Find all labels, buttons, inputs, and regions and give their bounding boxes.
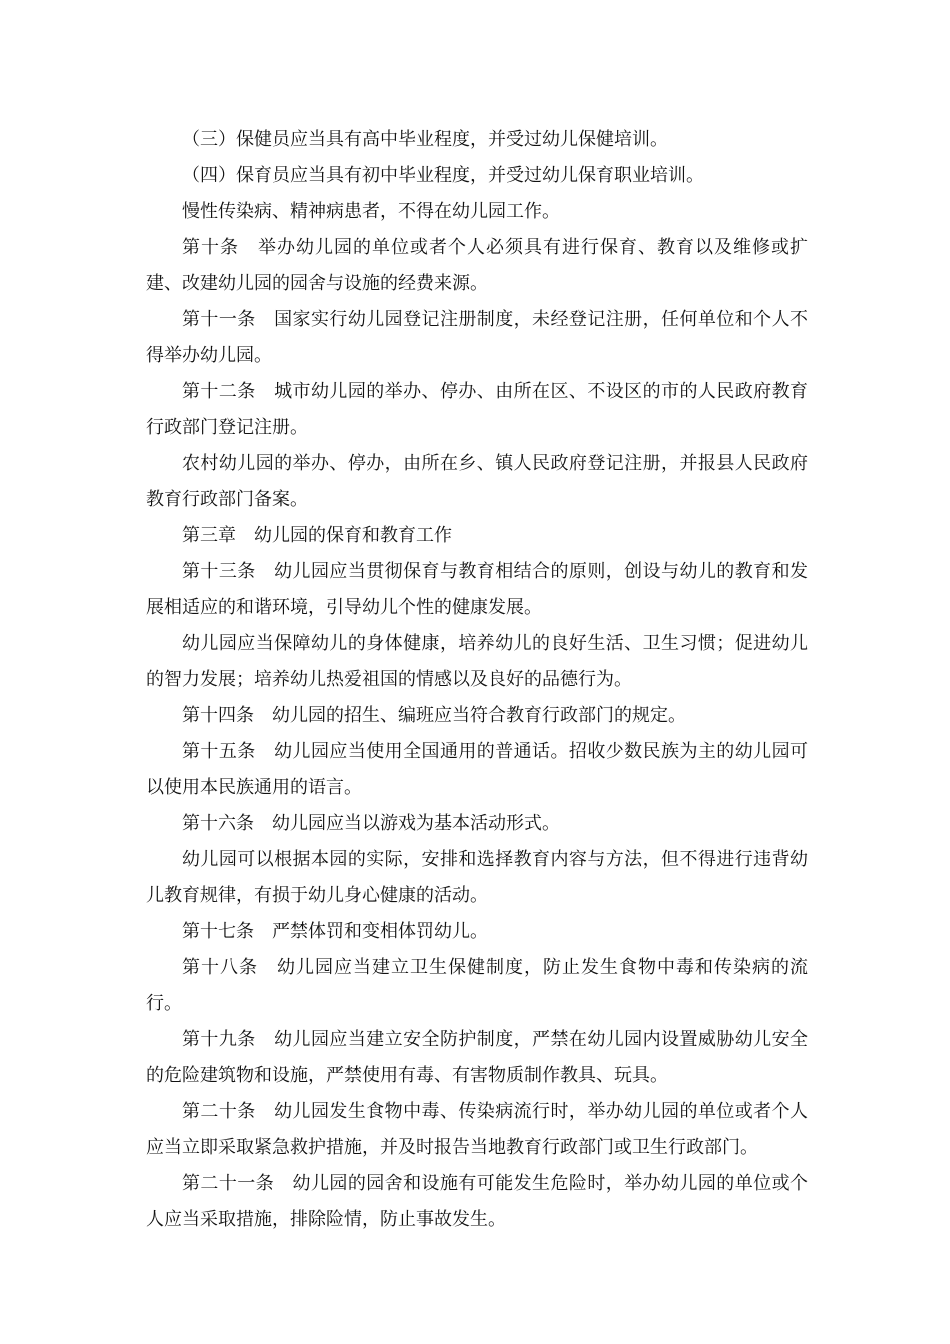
article-17: 第十七条 严禁体罚和变相体罚幼儿。	[182, 921, 488, 942]
paragraph-rural-kindergarten: 农村幼儿园的举办、停办，由所在乡、镇人民政府登记注册，并报县人民政府教育行政部门备案。	[146, 453, 808, 510]
article-10: 第十条 举办幼儿园的单位或者个人必须具有进行保育、教育以及维修或扩建、改建幼儿园的园舍与设施的经费来源。	[146, 237, 808, 294]
article-19: 第十九条 幼儿园应当建立安全防护制度，严禁在幼儿园内设置威胁幼儿安全的危险建筑物和设施，严禁使用有毒、有害物质制作教具、玩具。	[146, 1029, 808, 1086]
article-18: 第十八条 幼儿园应当建立卫生保健制度，防止发生食物中毒和传染病的流行。	[146, 957, 808, 1014]
article-21: 第二十一条 幼儿园的园舍和设施有可能发生危险时，举办幼儿园的单位或个人应当采取措施，排除险情，防止事故发生。	[146, 1173, 808, 1230]
article-20: 第二十条 幼儿园发生食物中毒、传染病流行时，举办幼儿园的单位或者个人应当立即采取紧急救护措施，并及时报告当地教育行政部门或卫生行政部门。	[146, 1101, 808, 1158]
paragraph-teaching-content: 幼儿园可以根据本园的实际，安排和选择教育内容与方法，但不得进行违背幼儿教育规律，有损于幼儿身心健康的活动。	[146, 849, 808, 906]
paragraph-health-habits: 幼儿园应当保障幼儿的身体健康，培养幼儿的良好生活、卫生习惯；促进幼儿的智力发展；培养幼儿热爱祖国的情感以及良好的品德行为。	[146, 633, 808, 690]
article-15: 第十五条 幼儿园应当使用全国通用的普通话。招收少数民族为主的幼儿园可以使用本民族通用的语言。	[146, 741, 808, 798]
article-16: 第十六条 幼儿园应当以游戏为基本活动形式。	[182, 813, 560, 834]
document-body	[146, 122, 808, 1238]
article-12: 第十二条 城市幼儿园的举办、停办、由所在区、不设区的市的人民政府教育行政部门登记注册。	[146, 381, 808, 438]
chapter-3-heading: 第三章 幼儿园的保育和教育工作	[182, 525, 452, 546]
article-11: 第十一条 国家实行幼儿园登记注册制度，未经登记注册，任何单位和个人不得举办幼儿园。	[146, 309, 808, 366]
paragraph-1: （三）保健员应当具有高中毕业程度，并受过幼儿保健培训。	[182, 129, 668, 150]
article-14: 第十四条 幼儿园的招生、编班应当符合教育行政部门的规定。	[182, 705, 686, 726]
article-13: 第十三条 幼儿园应当贯彻保育与教育相结合的原则，创设与幼儿的教育和发展相适应的和谐环境，引导幼儿个性的健康发展。	[146, 561, 808, 618]
paragraph-2: （四）保育员应当具有初中毕业程度，并受过幼儿保育职业培训。	[182, 165, 704, 186]
paragraph-3: 慢性传染病、精神病患者，不得在幼儿园工作。	[182, 201, 560, 222]
